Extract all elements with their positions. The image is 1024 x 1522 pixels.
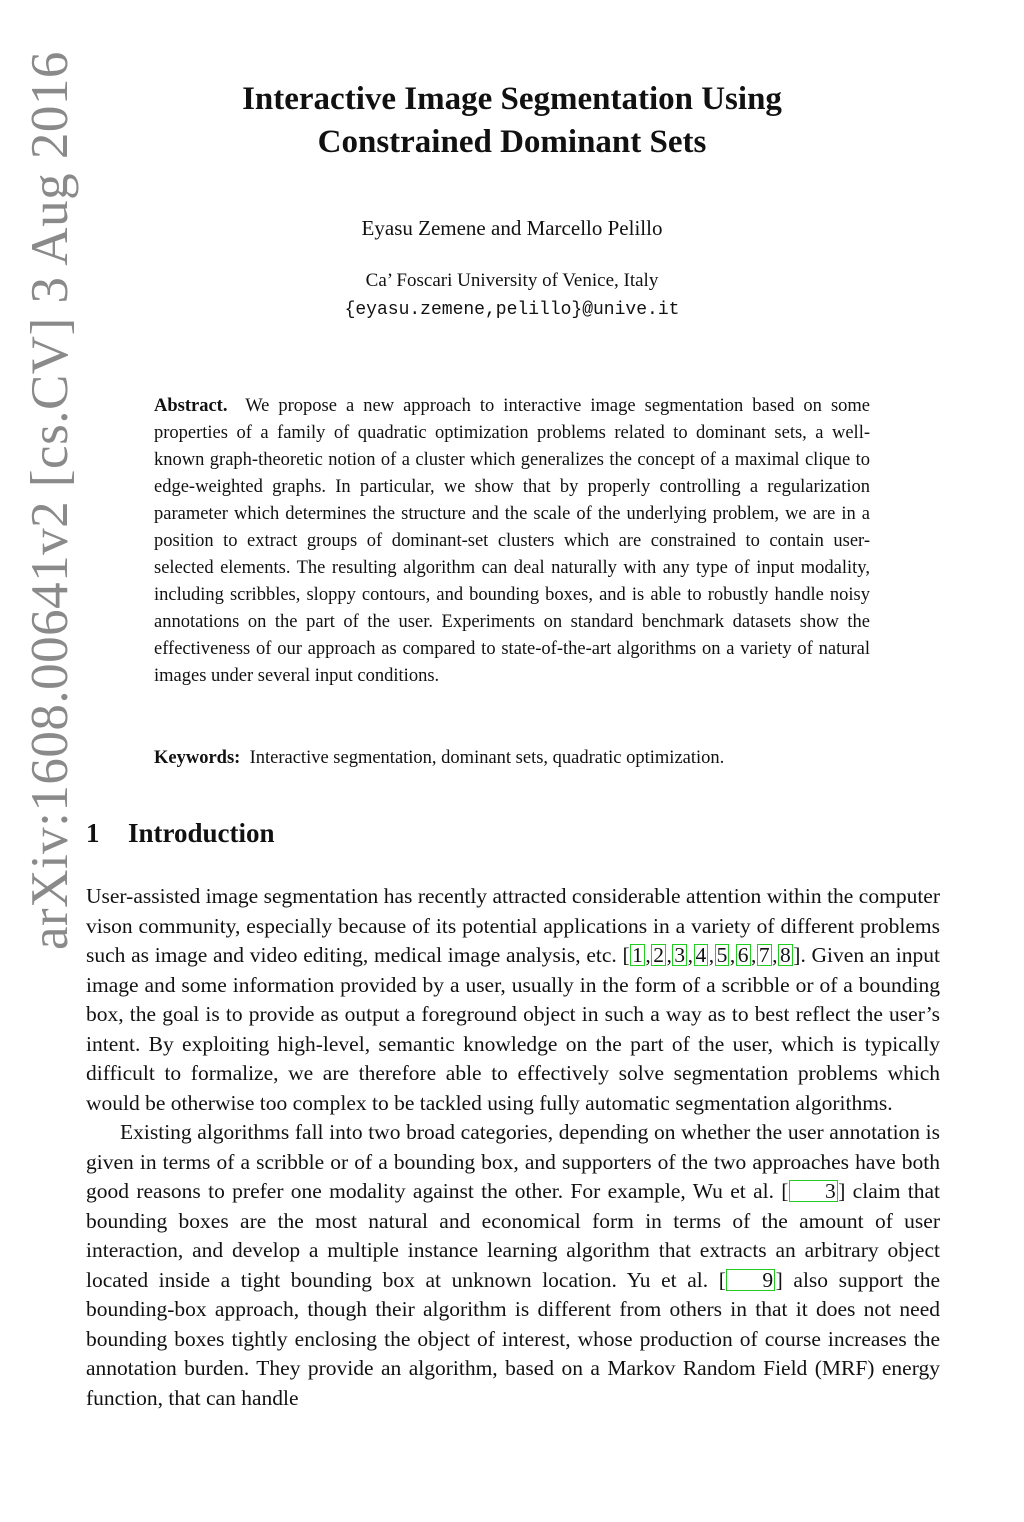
citation-link[interactable]: 6: [737, 943, 749, 967]
keywords: [154, 745, 870, 772]
abstract-text: We propose a new approach to interactive image segmentation based on some properties of a family of quadratic optimization problems related to dominant sets, a well-known graph-theoretic notion of a cluster which generalizes the concept of a maximal clique to edge-weighted graphs. In particular, we show that by properly controlling a regularization parameter which determines the structure and the scale of the underlying problem, we are in a position to extract groups of dominant-set clusters which are constrained to contain user-selected elements. The resulting algorithm can deal naturally with any type of input modality, including scribbles, sloppy contours, and bounding boxes, and is able to robustly handle noisy annotations on the part of the user. Experiments on standard benchmark datasets show the effectiveness of our approach as compared to state-of-the-art algorithms on a variety of natural images under several input conditions.: [154, 396, 870, 686]
citation-link[interactable]: 3: [789, 1180, 838, 1202]
email-text: {eyasu.zemene,pelillo}@unive.it: [344, 300, 680, 320]
affiliation: Ca’ Foscari University of Venice, Italy: [365, 270, 659, 291]
title-line-1: Interactive Image Segmentation Using: [242, 81, 782, 117]
citation-link[interactable]: 2: [653, 943, 665, 967]
citation-link[interactable]: 8: [780, 943, 791, 967]
section-title: Introduction: [128, 818, 275, 848]
paragraph-1-text-a: User-assisted image segmentation has recently attracted considerable attention within the computer vison community, especially because of its potential applications in a variety of different problems such as image and video editing, medical image analysis, etc. [: [86, 884, 940, 967]
arxiv-identifier: arXiv:1608.00641v2 [cs.CV] 3 Aug 2016: [21, 51, 79, 950]
authors: Eyasu Zemene and Marcello Pelillo: [361, 216, 663, 240]
citation-link[interactable]: 9: [726, 1269, 775, 1291]
citation-link[interactable]: 5: [716, 943, 728, 967]
body-text: [86, 882, 940, 1413]
citation-link[interactable]: 1: [632, 943, 643, 967]
abstract: [154, 393, 870, 690]
paragraph-2-text-c: ] also support the bounding-box approach, though their algorithm is different from others in that it does not need bounding boxes tightly enclosing the object of interest, whose production of course increases the annotation burden. They provide an algorithm, based on a Markov Random Field (MRF) energy function, that can handle: [86, 1267, 940, 1410]
paper-title: [150, 78, 874, 164]
email: [150, 298, 874, 320]
paragraph-2-text-a: Existing algorithms fall into two broad categories, depending on whether the user annotation is given in terms of a scribble or of a bounding box, and supporters of the two approaches have both good reasons to prefer one modality against the other. For example, Wu et al. [: [86, 1120, 940, 1203]
abstract-label: Abstract.: [154, 396, 228, 416]
paragraph-1-text-b: ]. Given an input image and some information provided by a user, usually in the form of a scribble or of a bounding box, the goal is to provide as output a foreground object in such a way as to best reflect the user’s intent. By exploiting high-level, semantic knowledge on the part of the user, which is typically difficult to formalize, we are therefore able to effectively solve segmentation problems which would be otherwise too complex to be tackled using fully automatic segmentation algorithms.: [86, 943, 940, 1115]
keywords-label: Keywords:: [154, 748, 241, 768]
citation-link[interactable]: 7: [758, 943, 770, 967]
paragraph-2-text-b: ] claim that bounding boxes are the most natural and economical form in terms of the amount of user interaction, and develop a multiple instance learning algorithm that extracts an arbitrary object located inside a tight bounding box at unknown location. Yu et al. [: [86, 1179, 941, 1292]
keywords-text: Interactive segmentation, dominant sets, quadratic optimization.: [249, 748, 725, 768]
title-line-2: Constrained Dominant Sets: [317, 124, 707, 160]
citation-link[interactable]: 3: [674, 943, 686, 967]
section-number: 1: [86, 818, 100, 848]
citation-link[interactable]: 4: [695, 943, 707, 967]
paragraph-2: [86, 1118, 940, 1413]
section-heading: [86, 818, 275, 849]
paragraph-1: User-assisted image segmentation has recently attracted considerable attention within the computer vison community, especially because of its potential applications in a variety of different problems such as image and video editing, medical image analysis, etc. [ 1 , 2 , 3 , 4 , 5 , 6 , 7 , 8 ]. Given an input image and some information provided by a user, usually in the form of a scribble or of a bounding box, the goal is to provide as output a foreground object in such a way as to best reflect the user’s intent. By exploiting high-level, semantic knowledge on the part of the user, which is typically difficult to formalize, we are therefore able to effectively solve segmentation problems which would be otherwise too complex to be tackled using fully automatic segmentation algorithms.: [86, 884, 940, 1115]
